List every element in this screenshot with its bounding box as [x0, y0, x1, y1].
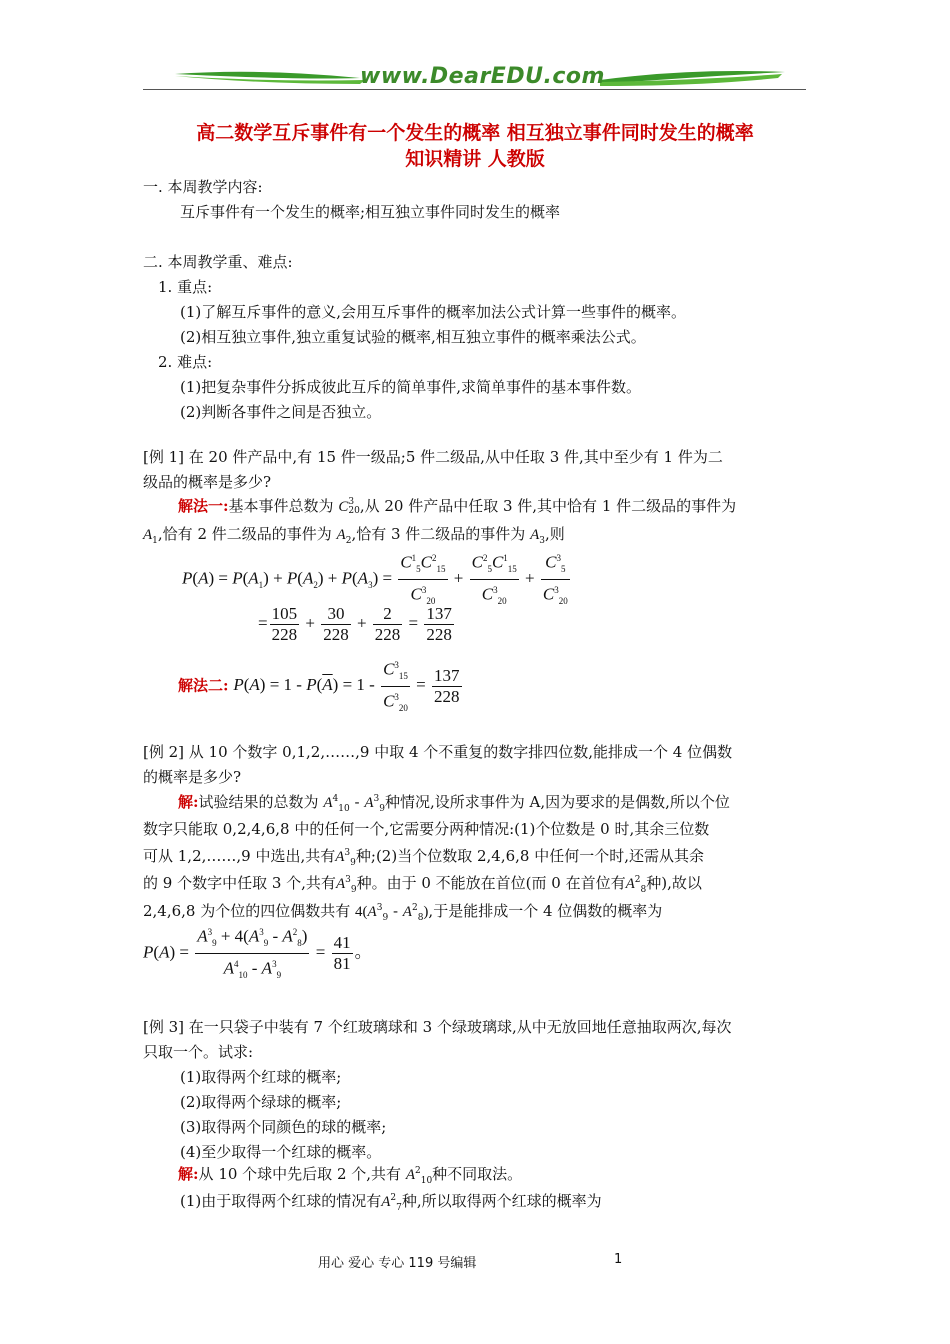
header-rule: [143, 89, 806, 90]
ex2-solution-line4: 的 9 个数字中任取 3 个,共有$A^3_9$种。由于 0 不能放在首位(而 0 在首位有$A^2_8$种),故以: [143, 874, 702, 895]
ex1-question-cont: 级品的概率是多少?: [143, 473, 272, 491]
diff-item: (2)判断各事件之间是否独立。: [180, 403, 382, 421]
page-subtitle: 知识精讲 人教版: [405, 148, 545, 170]
solution-label: 解法一:: [178, 497, 229, 515]
ex1-solution1-line: 解法一:基本事件总数为 C 3 20 ,从 20 件产品中任取 3 件,其中恰有 1 件二级品的事件为: [178, 497, 737, 516]
solution-label: 解:: [178, 1165, 199, 1183]
ex3-item: (4)至少取得一个红球的概率。: [180, 1143, 382, 1161]
page-number: 1: [614, 1252, 623, 1267]
ex3-item: (2)取得两个绿球的概率;: [180, 1093, 342, 1111]
ex2-question-cont: 的概率是多少?: [143, 768, 242, 786]
diff-item: (1)把复杂事件分拆成彼此互斥的简单事件,求简单事件的基本事件数。: [180, 378, 642, 396]
section2-heading: 二. 本周教学重、难点:: [143, 253, 293, 271]
ex2-solution-line2: 数字只能取 0,2,4,6,8 中的任何一个,它需要分两种情况:(1)个位数是 0 时,其余三位数: [143, 820, 710, 838]
diff-heading: 2. 难点:: [158, 353, 213, 371]
key-item: (1)了解互斥事件的意义,会用互斥事件的概率加法公式计算一些事件的概率。: [180, 303, 687, 321]
ex3-item: (3)取得两个同颜色的球的概率;: [180, 1118, 387, 1136]
key-item: (2)相互独立事件,独立重复试验的概率,相互独立事件的概率乘法公式。: [180, 328, 646, 346]
ex3-question-cont: 只取一个。试求:: [143, 1043, 254, 1061]
key-heading: 1. 重点:: [158, 278, 213, 296]
page-title: 高二数学互斥事件有一个发生的概率 相互独立事件同时发生的概率: [196, 122, 754, 144]
ex1-formula-2: = $\frac{105}{228}$ + $\frac{30}{228}$ + $\frac{2}{228}$ = $\frac{137}{228}$: [258, 604, 452, 644]
site-logo: www.DearEDU.com: [360, 64, 605, 89]
ex3-part1: (1)由于取得两个红球的情况有$A^2_7$种,所以取得两个红球的概率为: [180, 1192, 602, 1213]
ex2-solution-line3: 可从 1,2,……,9 中选出,共有$A^3_9$种;(2)当个位数取 2,4,6,8 中任何一个时,还需从其余: [143, 847, 704, 868]
footer-text: 用心 爱心 专心 119 号编辑: [318, 1256, 477, 1271]
ex2-solution-line1: 解:试验结果的总数为 $A^4_{10} - A^3_9$种情况,设所求事件为 A,因为要求的是偶数,所以个位: [178, 793, 730, 814]
ex3-item: (1)取得两个红球的概率;: [180, 1068, 342, 1086]
solution-label: 解:: [178, 793, 199, 811]
ex1-question: [例 1] 在 20 件产品中,有 15 件一级品;5 件二级品,从中任取 3 件,其中至少有 1 件为二: [143, 448, 723, 466]
ex3-solution: 解:从 10 个球中先后取 2 个,共有 $A^2_{10}$种不同取法。: [178, 1165, 523, 1186]
solution-label: 解法二:: [178, 676, 229, 695]
ex2-formula: P(A) = $\frac{A^3_9 + 4(A^3_9 - A^2_8)}{A^4_{10} - A^3_9}$ = $\frac{41}{81}$ 。: [143, 922, 372, 985]
section1-content: 互斥事件有一个发生的概率;相互独立事件同时发生的概率: [180, 203, 561, 221]
ex1-solution2: 解法二: $P(A) = 1 - P(\overline{A}) = 1$ - $\frac{C^3_{15}}{C^3_{20}}$ = $\frac{137}{228}$: [178, 655, 464, 718]
ex2-solution-line5: 2,4,6,8 为个位的四位偶数共有 $4(A^3_9 - A^2_8)$,于是能排成一个 4 位偶数的概率为: [143, 902, 663, 923]
ex3-question: [例 3] 在一只袋子中装有 7 个红玻璃球和 3 个绿玻璃球,从中无放回地任意抽取两次,每次: [143, 1018, 732, 1036]
ex2-question: [例 2] 从 10 个数字 0,1,2,……,9 中取 4 个不重复的数字排四位数,能排成一个 4 位偶数: [143, 743, 733, 761]
section1-heading: 一. 本周教学内容:: [143, 178, 263, 196]
ex1-formula-1: $P(A) = P(A_1) + P(A_2) + P(A_3)$ = $\frac{C^1_5C^2_{15}}{C^3_{20}}$ + $\frac{C^2_5C^1_{15}}{C^3_{20}}$ + $\frac{C^3_5}{C^3_{20}}$: [182, 548, 572, 611]
ex1-solution1-line2: $A_1$,恰有 2 件二级品的事件为 $A_2$,恰有 3 件二级品的事件为 $A_3$,则: [143, 525, 565, 546]
